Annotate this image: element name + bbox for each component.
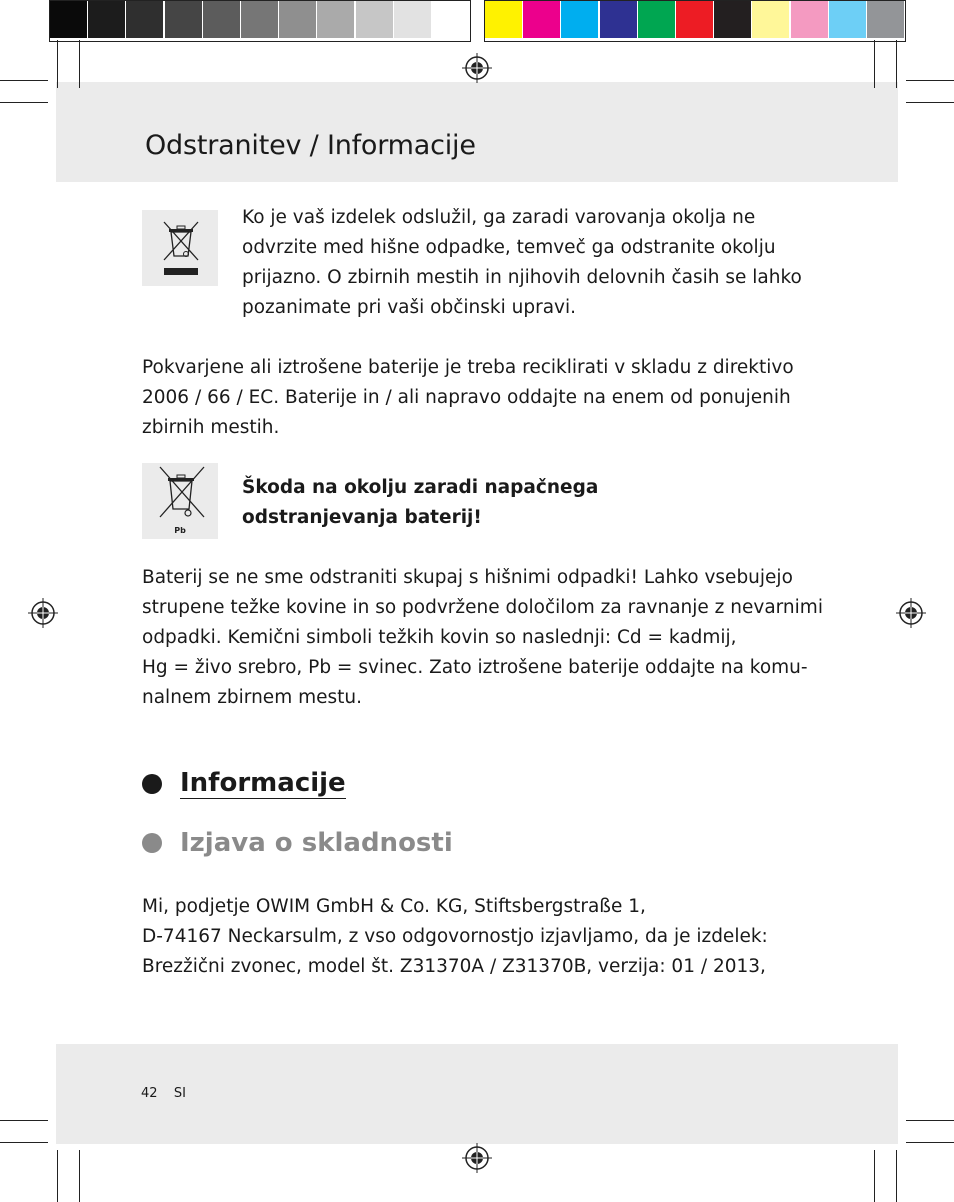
color-swatch: [600, 1, 637, 38]
text-line: Hg = živo srebro, Pb = svinec. Zato iztrošene baterije oddajte na komu-: [142, 657, 808, 678]
battery-warning-heading: [242, 473, 842, 533]
gray-swatch: [126, 1, 163, 38]
gray-swatch: [317, 1, 354, 38]
color-swatch: [485, 1, 522, 38]
gray-swatch: [203, 1, 240, 38]
registration-mark-icon: [462, 1143, 492, 1173]
text-line: Pokvarjene ali iztrošene baterije je treba reciklirati v skladu z direktivo: [142, 357, 794, 378]
gray-swatch: [279, 1, 316, 38]
color-swatch: [523, 1, 560, 38]
grayscale-calibration-bar: [49, 0, 471, 42]
crop-mark: [906, 1142, 954, 1143]
text-line: Baterij se ne sme odstraniti skupaj s hišnimi odpadki! Lahko vsebujejo: [142, 567, 793, 588]
crop-mark: [79, 40, 80, 88]
color-swatch: [638, 1, 675, 38]
battery-recycling-paragraph: [142, 353, 842, 443]
crop-mark: [906, 1120, 954, 1121]
pb-label: Pb: [174, 526, 186, 535]
battery-icon-box: [142, 463, 218, 539]
crop-mark: [0, 102, 48, 103]
gray-swatch: [165, 1, 202, 38]
weee-paragraph: [242, 203, 842, 323]
page-title: Odstranitev / Informacije: [145, 130, 476, 161]
bullet-dot-icon: [142, 833, 162, 853]
text-line: D-74167 Neckarsulm, z vso odgovornostjo izjavljamo, da je izdelek:: [142, 926, 768, 947]
color-calibration-bar: [484, 0, 906, 42]
crop-mark: [0, 80, 48, 81]
text-line: strupene težke kovine in so podvržene določilom za ravnanje z nevarnimi: [142, 597, 823, 618]
text-line: nalnem zbirnem mestu.: [142, 687, 362, 708]
section-title: Izjava o skladnosti: [180, 828, 453, 858]
gray-swatch: [50, 1, 87, 38]
text-line: prijazno. O zbirnih mestih in njihovih delovnih časih se lahko: [242, 267, 802, 288]
battery-bin-pb-icon: [142, 463, 218, 539]
color-swatch: [752, 1, 789, 38]
gray-swatch: [432, 1, 469, 38]
crop-mark: [57, 40, 58, 88]
color-swatch: [561, 1, 598, 38]
text-line: Mi, podjetje OWIM GmbH & Co. KG, Stiftsbergstraße 1,: [142, 896, 646, 917]
text-line: zbirnih mestih.: [142, 417, 280, 438]
bullet-dot-icon: [142, 774, 162, 794]
crop-mark: [57, 1150, 58, 1202]
language-code: SI: [173, 1086, 186, 1101]
crop-mark: [896, 1150, 897, 1202]
text-line: Škoda na okolju zaradi napačnega: [242, 477, 599, 498]
text-line: odvrzite med hišne odpadke, temveč ga odstranite okolju: [242, 237, 776, 258]
crop-mark: [0, 1142, 48, 1143]
text-line: odpadki. Kemični simboli težkih kovin so naslednji: Cd = kadmij,: [142, 627, 737, 648]
section-title: Informacije: [180, 768, 346, 798]
weee-icon-box: [142, 210, 218, 286]
text-line: Ko je vaš izdelek odslužil, ga zaradi varovanja okolja ne: [242, 207, 756, 228]
page-number: 42: [141, 1086, 158, 1101]
text-line: Brezžični zvonec, model št. Z31370A / Z31370B, verzija: 01 / 2013,: [142, 956, 766, 977]
section-informacije: [142, 768, 346, 799]
crop-mark: [906, 102, 954, 103]
conformity-paragraph: [142, 892, 862, 982]
crop-mark: [79, 1150, 80, 1202]
registration-mark-icon: [462, 53, 492, 83]
text-line: odstranjevanja baterij!: [242, 507, 482, 528]
crop-mark: [874, 1150, 875, 1202]
registration-mark-icon: [896, 598, 926, 628]
gray-swatch: [356, 1, 393, 38]
text-line: pozanimate pri vaši občinski upravi.: [242, 297, 577, 318]
battery-warning-paragraph: [142, 563, 842, 713]
section-izjava-o-skladnosti: [142, 828, 453, 858]
color-swatch: [829, 1, 866, 38]
crop-mark: [896, 40, 897, 88]
registration-mark-icon: [28, 598, 58, 628]
page-footer: [141, 1086, 186, 1101]
gray-swatch: [241, 1, 278, 38]
text-line: 2006 / 66 / EC. Baterije in / ali napravo oddajte na enem od ponujenih: [142, 387, 791, 408]
crossed-out-bin-icon: [142, 210, 218, 286]
color-swatch: [791, 1, 828, 38]
gray-swatch: [394, 1, 431, 38]
crop-mark: [874, 40, 875, 88]
crop-mark: [0, 1120, 48, 1121]
color-swatch: [867, 1, 904, 38]
crop-mark: [906, 80, 954, 81]
gray-swatch: [88, 1, 125, 38]
color-swatch: [676, 1, 713, 38]
color-swatch: [714, 1, 751, 38]
